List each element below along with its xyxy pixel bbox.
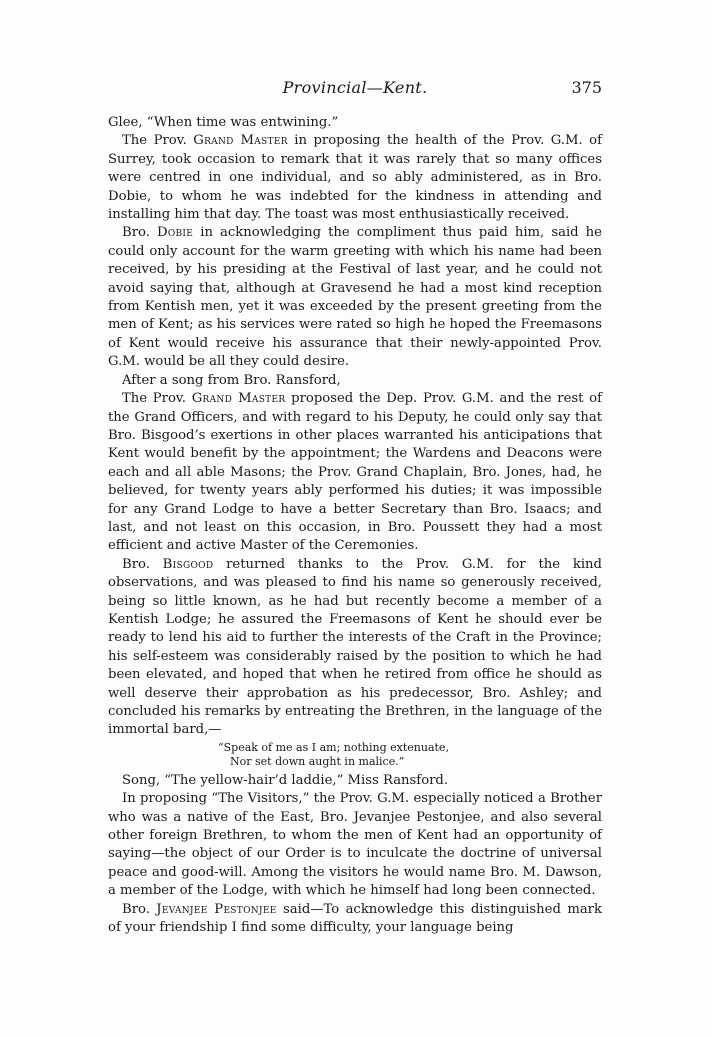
paragraph: Bro. Jevanjee Pestonjee said—To acknowledge this distinguished mark of your friendship I find some difficulty, your language being <box>108 901 602 936</box>
running-head: Provincial—Kent. <box>282 78 428 97</box>
paragraph: The Prov. Grand Master proposed the Dep. Prov. G.M. and the rest of the Grand Officers, and with regard to his Deputy, he could only say that Bro. Bisgood’s exertions in other places warranted his anticipations that Kent would benefit by the appointment; the Wardens and Deacons were each and all able Masons; the Prov. Grand Chaplain, Bro. Jones, had, he believed, for twenty years ably performed his duties; it was impossible for any Grand Lodge to have a better Secretary than Bro. Isaacs; and last, and not least on this occasion, in Bro. Poussett they had a most efficient and active Master of the Ceremonies. <box>108 391 603 554</box>
quote-line: “Speak of me as I am; nothing extenuate, <box>218 740 449 754</box>
paragraph: Glee, “When time was entwining.” <box>108 115 339 130</box>
paragraph: Bro. Bisgood returned thanks to the Prov. G.M. for the kind observations, and was pleased to find his name so generously received, being so little known, as he had but recently become a member of a Kentish Lodge; he assured the Freemasons of Kent he should ever be ready to lend his aid to further the interests of the Craft in the Province; his self-esteem was considerably raised by the position to which he had been elevated, and hoped that when he retired from office he should as well deserve their approbation as his predecessor, Bro. Ashley; and concluded his remarks by entreating the Brethren, in the language of the immortal bard,— <box>108 556 602 738</box>
paragraph: In proposing “The Visitors,” the Prov. G.M. especially noticed a Brother who was a native of the East, Bro. Jevanjee Pestonjee, and also several other foreign Brethren, to whom the men of Kent had an opportunity of saying—the object of our Order is to inculcate the doctrine of universal peace and good-will. Among the visitors he would name Bro. M. Dawson, a member of the Lodge, with which he himself had long been connected. <box>108 791 602 899</box>
page-header <box>108 78 602 102</box>
block-quote <box>218 741 602 770</box>
paragraph: Bro. Dobie in acknowledging the compliment thus paid him, said he could only account for the warm greeting with which his name had been received, by his presiding at the Festival of last year, and he could not avoid saying that, although at Gravesend he had a most kind reception from Kentish men, yet it was exceeded by the present greeting from the men of Kent; as his services were rated so high he hoped the Freemasons of Kent would receive his assurance that their newly-appointed Prov. G.M. would be all they could desire. <box>108 225 602 370</box>
paragraph: Song, “The yellow-hair’d laddie,” Miss Ransford. <box>122 772 449 788</box>
body-text <box>108 114 602 937</box>
paragraph: After a song from Bro. Ransford, <box>122 372 341 388</box>
page-number: 375 <box>571 78 602 97</box>
paragraph: The Prov. Grand Master in proposing the health of the Prov. G.M. of Surrey, took occasion to remark that it was rarely that so many offices were centred in one individual, and so ably administered, as in Bro. Dobie, to whom he was indebted for the kindness in attending and installing him that day. The toast was most enthusiastically received. <box>108 133 603 223</box>
quote-line: Nor set down aught in malice.” <box>230 755 405 769</box>
